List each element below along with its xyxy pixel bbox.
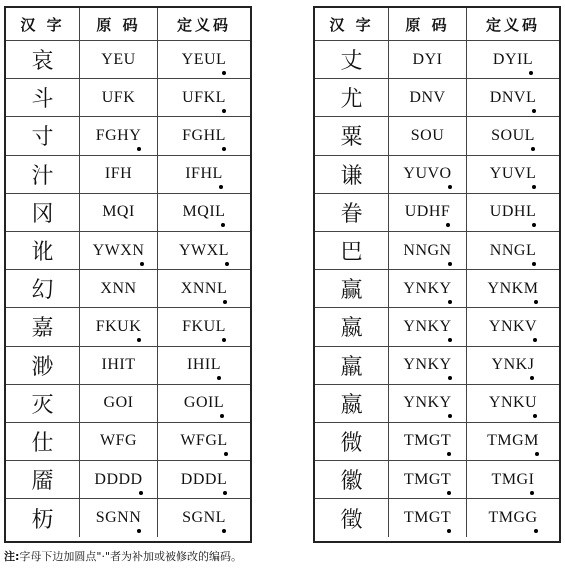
defined-code-text: YNKV — [489, 318, 537, 336]
modified-dot-marker — [532, 262, 536, 266]
hanzi-cell: 汁 — [6, 156, 80, 193]
modified-dot-marker — [532, 223, 536, 227]
table-row — [6, 232, 250, 270]
defined-code-text: YWXL — [179, 242, 229, 260]
modified-dot-marker — [532, 109, 536, 113]
modified-dot-marker — [530, 376, 534, 380]
defined-code-cell — [158, 41, 250, 78]
table-row — [315, 385, 559, 423]
defined-code-cell — [467, 461, 559, 498]
modified-dot-marker — [448, 300, 452, 304]
original-code-text: DDDD — [94, 471, 142, 489]
modified-dot-marker — [448, 338, 452, 342]
modified-dot-marker — [222, 147, 226, 151]
defined-code-cell — [467, 385, 559, 422]
defined-code-text: MQIL — [183, 203, 226, 221]
defined-code-cell — [158, 499, 250, 537]
original-code-cell — [389, 194, 467, 231]
defined-code-text: TMGI — [492, 471, 535, 489]
table-row — [6, 347, 250, 385]
hanzi-cell: 微 — [315, 423, 389, 460]
hanzi-cell: 巴 — [315, 232, 389, 269]
original-code-text: SOU — [410, 126, 445, 144]
original-code-text: IFH — [104, 165, 133, 183]
modified-dot-marker — [222, 529, 226, 533]
defined-code-cell — [158, 347, 250, 384]
hanzi-cell: 眷 — [315, 194, 389, 231]
modified-dot-marker — [448, 414, 452, 418]
hanzi-cell: 丈 — [315, 41, 389, 78]
modified-dot-marker — [533, 338, 537, 342]
modified-dot-marker — [533, 414, 537, 418]
modified-dot-marker — [532, 185, 536, 189]
modified-dot-marker — [223, 300, 227, 304]
original-code-cell — [80, 499, 158, 537]
table-row — [6, 308, 250, 346]
modified-dot-marker — [217, 376, 221, 380]
original-code-cell — [389, 156, 467, 193]
modified-dot-marker — [223, 491, 227, 495]
defined-code-text: SGNL — [182, 509, 226, 527]
defined-code-text: YNKM — [488, 280, 539, 298]
modified-dot-marker — [448, 185, 452, 189]
original-code-text: SGNN — [96, 509, 142, 527]
modified-dot-marker — [531, 147, 535, 151]
original-code-cell — [80, 423, 158, 460]
hanzi-cell: 粟 — [315, 117, 389, 154]
original-code-text: GOI — [103, 394, 134, 412]
original-code-cell — [389, 41, 467, 78]
hanzi-cell: 斗 — [6, 79, 80, 116]
defined-code-text: SOUL — [491, 127, 535, 145]
hanzi-cell: 渺 — [6, 347, 80, 384]
hanzi-cell: 哀 — [6, 41, 80, 78]
defined-code-text: XNNL — [181, 280, 227, 298]
defined-code-cell — [467, 41, 559, 78]
defined-code-cell — [467, 308, 559, 345]
hanzi-cell: 灭 — [6, 385, 80, 422]
table-row — [6, 385, 250, 423]
hanzi-cell: 嘉 — [6, 308, 80, 345]
original-code-text: TMGT — [404, 432, 451, 450]
defined-code-cell — [467, 270, 559, 307]
table-row — [315, 232, 559, 270]
modified-dot-marker — [139, 491, 143, 495]
defined-code-text: WFGL — [180, 432, 227, 450]
header-original-code: 原 码 — [389, 8, 467, 40]
original-code-cell — [80, 347, 158, 384]
original-code-text: MQI — [102, 203, 135, 221]
defined-code-cell — [158, 308, 250, 345]
header-hanzi: 汉 字 — [6, 8, 80, 40]
modified-dot-marker — [448, 376, 452, 380]
original-code-text: FKUK — [96, 318, 142, 336]
original-code-cell — [389, 232, 467, 269]
defined-code-text: YUVL — [490, 165, 536, 183]
original-code-text: NNGN — [403, 242, 451, 260]
original-code-cell — [389, 347, 467, 384]
modified-dot-marker — [534, 300, 538, 304]
header-row — [315, 8, 559, 41]
original-code-cell — [389, 385, 467, 422]
original-code-cell — [80, 194, 158, 231]
original-code-text: YEU — [101, 50, 136, 68]
modified-dot-marker — [225, 262, 229, 266]
table-row — [315, 194, 559, 232]
table-row — [315, 308, 559, 346]
defined-code-cell — [467, 499, 559, 537]
modified-dot-marker — [222, 71, 226, 75]
hanzi-cell: 仕 — [6, 423, 80, 460]
table-row — [315, 156, 559, 194]
hanzi-cell: 徽 — [315, 461, 389, 498]
defined-code-cell — [158, 385, 250, 422]
original-code-text: TMGT — [404, 509, 451, 527]
original-code-text: XNN — [100, 279, 137, 297]
original-code-text: FGHY — [96, 127, 142, 145]
hanzi-cell: 讹 — [6, 232, 80, 269]
defined-code-text: TMGM — [487, 432, 539, 450]
original-code-text: YNKY — [403, 280, 451, 298]
hanzi-cell: 杤 — [6, 499, 80, 537]
defined-code-cell — [467, 347, 559, 384]
table-row — [6, 499, 250, 537]
defined-code-text: GOIL — [184, 394, 224, 412]
hanzi-cell: 谦 — [315, 156, 389, 193]
table-row — [6, 270, 250, 308]
original-code-cell — [389, 461, 467, 498]
table-row — [6, 461, 250, 499]
modified-dot-marker — [222, 109, 226, 113]
original-code-cell — [389, 117, 467, 154]
original-code-text: YWXN — [93, 242, 145, 260]
defined-code-text: DYIL — [493, 51, 533, 69]
hanzi-cell: 嬴 — [315, 385, 389, 422]
defined-code-cell — [467, 423, 559, 460]
hanzi-cell: 靥 — [6, 461, 80, 498]
modified-dot-marker — [447, 529, 451, 533]
table-row — [6, 41, 250, 79]
original-code-text: UDHF — [405, 203, 451, 221]
table-row — [6, 79, 250, 117]
table-row — [315, 117, 559, 155]
original-code-text: YNKY — [403, 356, 451, 374]
original-code-text: YNKY — [403, 394, 451, 412]
original-code-text: UFK — [101, 88, 136, 106]
table-row — [6, 194, 250, 232]
modified-dot-marker — [529, 71, 533, 75]
table-row — [315, 347, 559, 385]
footnote-text: 字母下边加圆点"·"者为补加或被修改的编码。 — [19, 550, 243, 563]
original-code-text: YNKY — [403, 318, 451, 336]
modified-dot-marker — [222, 338, 226, 342]
table-row — [6, 117, 250, 155]
defined-code-cell — [467, 194, 559, 231]
defined-code-text: NNGL — [490, 242, 536, 260]
original-code-cell — [80, 461, 158, 498]
footnote-label: 注: — [4, 550, 20, 563]
original-code-text: YUVO — [403, 165, 451, 183]
original-code-text: DYI — [412, 50, 443, 68]
modified-dot-marker — [447, 491, 451, 495]
original-code-cell — [80, 270, 158, 307]
original-code-text: WFG — [99, 432, 138, 450]
hanzi-cell: 羸 — [315, 347, 389, 384]
header-defined-code: 定义码 — [176, 15, 231, 34]
defined-code-cell — [467, 156, 559, 193]
defined-code-cell — [158, 232, 250, 269]
original-code-cell — [80, 41, 158, 78]
modified-dot-marker — [137, 338, 141, 342]
modified-dot-marker — [530, 491, 534, 495]
defined-code-text: UDHL — [490, 203, 536, 221]
defined-code-cell — [467, 79, 559, 116]
defined-code-text: IFHL — [185, 165, 223, 183]
modified-dot-marker — [137, 529, 141, 533]
defined-code-text: IHIL — [187, 356, 221, 374]
left-table — [4, 6, 252, 543]
original-code-text: TMGT — [404, 471, 451, 489]
modified-dot-marker — [220, 414, 224, 418]
modified-dot-marker — [446, 223, 450, 227]
header-defined-code: 定义码 — [485, 15, 540, 34]
defined-code-cell — [158, 156, 250, 193]
defined-code-text: YEUL — [182, 51, 227, 69]
original-code-text: DNV — [409, 88, 446, 106]
original-code-cell — [389, 308, 467, 345]
defined-code-text: DNVL — [490, 89, 536, 107]
original-code-text: IHIT — [101, 356, 136, 374]
defined-code-text: TMGG — [488, 509, 537, 527]
modified-dot-marker — [535, 452, 539, 456]
table-row — [315, 79, 559, 117]
header-original-code: 原 码 — [80, 8, 158, 40]
hanzi-cell: 寸 — [6, 117, 80, 154]
original-code-cell — [80, 117, 158, 154]
hanzi-cell: 幻 — [6, 270, 80, 307]
defined-code-cell — [158, 423, 250, 460]
defined-code-text: FGHL — [182, 127, 226, 145]
original-code-cell — [80, 232, 158, 269]
defined-code-cell — [158, 194, 250, 231]
table-row — [315, 423, 559, 461]
defined-code-text: UFKL — [182, 89, 226, 107]
original-code-cell — [80, 156, 158, 193]
defined-code-cell — [158, 117, 250, 154]
original-code-cell — [389, 423, 467, 460]
modified-dot-marker — [137, 147, 141, 151]
original-code-cell — [80, 79, 158, 116]
original-code-cell — [80, 385, 158, 422]
modified-dot-marker — [447, 452, 451, 456]
original-code-cell — [80, 308, 158, 345]
header-hanzi: 汉 字 — [315, 8, 389, 40]
table-row — [315, 461, 559, 499]
defined-code-text: YNKJ — [492, 356, 535, 374]
modified-dot-marker — [534, 529, 538, 533]
right-table — [313, 6, 561, 543]
table-row — [6, 423, 250, 461]
defined-code-cell — [467, 117, 559, 154]
hanzi-cell: 赢 — [315, 270, 389, 307]
modified-dot-marker — [448, 262, 452, 266]
original-code-cell — [389, 79, 467, 116]
defined-code-text: FKUL — [182, 318, 226, 336]
hanzi-cell: 徵 — [315, 499, 389, 537]
modified-dot-marker — [221, 223, 225, 227]
table-row — [6, 156, 250, 194]
table-row — [315, 499, 559, 537]
defined-code-text: DDDL — [181, 471, 227, 489]
header-row — [6, 8, 250, 41]
original-code-cell — [389, 499, 467, 537]
modified-dot-marker — [140, 262, 144, 266]
hanzi-cell: 嬴 — [315, 308, 389, 345]
modified-dot-marker — [219, 185, 223, 189]
footnote — [4, 548, 242, 564]
table-row — [315, 41, 559, 79]
defined-code-cell — [467, 232, 559, 269]
hanzi-cell: 尤 — [315, 79, 389, 116]
defined-code-cell — [158, 270, 250, 307]
original-code-cell — [389, 270, 467, 307]
modified-dot-marker — [224, 452, 228, 456]
defined-code-text: YNKU — [489, 394, 537, 412]
defined-code-cell — [158, 461, 250, 498]
defined-code-cell — [158, 79, 250, 116]
hanzi-cell: 冈 — [6, 194, 80, 231]
table-row — [315, 270, 559, 308]
